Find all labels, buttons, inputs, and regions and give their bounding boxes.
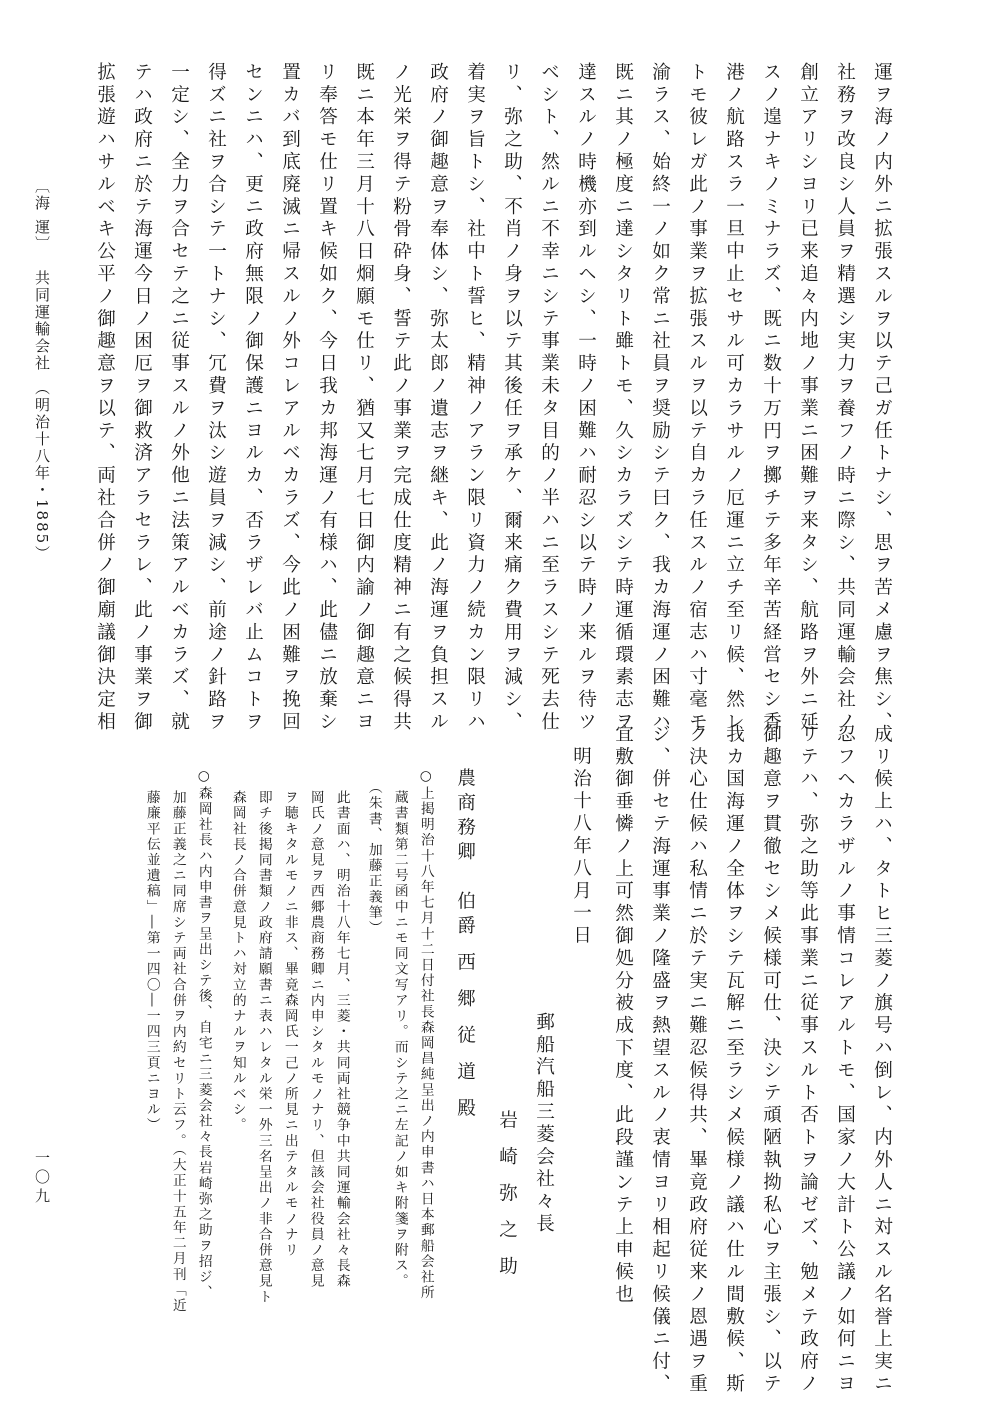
note-line: 森岡社長ノ合併意見トハ対立的ナルヲ知ルベシ。 [229,790,246,1134]
note-line: 加藤正義之ニ同席シテ両社合併ヲ内約セリト云フ。（大正十五年二月刊「近 [169,790,186,1314]
upper-line: リ奉答モ仕リ置キ候如ク、今日我カ邦海運ノ有様ハ、此儘ニ放棄シ [316,62,338,734]
upper-line: テハ政府ニ於テ海運今日ノ困厄ヲ御救済アラセラレ、此ノ事業ヲ御 [131,62,153,734]
upper-line: 得ズニ社ヲ合シテ一トナシ、冗費ヲ汰シ遊員ヲ減シ、前途ノ針路ヲ [205,62,227,734]
lower-line: リテハ、弥之助等此事業ニ従事スルト否トヲ論ゼズ、勉メテ政府ノ [797,724,819,1396]
lower-line: ク決心仕候ハ私情ニ於テ実ニ難忍候得共、畢竟政府従来ノ恩遇ヲ重 [686,724,708,1396]
upper-line: スノ遑ナキノミナラズ、既ニ数十万円ヲ擲チテ多年辛苦経営セシ香 [760,62,782,734]
section-label: 〔海 運〕 [33,178,51,253]
upper-line: センニハ、更ニ政府無限ノ御保護ニヨルカ、否ラザレバ止ムコトヲ [242,62,264,734]
upper-line: 着実ヲ旨トシ、社中ト誓ヒ、精神ノアラン限リ資力ノ続カン限リハ [464,62,486,734]
note-line: 即チ後掲同書類ノ政府請願書ニ表ハレタル栄一外三名呈出ノ非合併意見ト [255,790,272,1305]
upper-line: 社務ヲ改良シ人員ヲ精選シ実力ヲ養フノ時ニ際シ、共同運輸会社ノ [834,62,856,734]
note-line: 岡氏ノ意見ヲ西郷農商務卿ニ内申シタルモノナリ、但該会社役員ノ意見 [307,790,324,1290]
note-line: （朱書、加藤正義筆） [365,780,382,936]
upper-line: 渝ラス、始終一ノ如ク常ニ社員ヲ奨励シテ曰ク、我カ海運ノ困難ハ [649,62,671,734]
era-label: （明治十八年・1885） [33,380,51,563]
upper-line: リ、弥之助、不肖ノ身ヲ以テ其後任ヲ承ケ、爾来痛ク費用ヲ減シ、 [501,62,523,734]
upper-line: 拡張遊ハサルベキ公平ノ御趣意ヲ以テ、両社合併ノ御廟議御決定相 [94,62,116,734]
sender-organization: 郵船汽船三菱会社々長 [533,1012,555,1236]
company-name: 共同運輸会社 [33,270,51,372]
upper-line: トモ彼レガ此ノ事業ヲ拡張スルヲ以テ自カラ任スルノ宿志ハ寸毫モ [686,62,708,734]
upper-line: 達スルノ時機亦到ルヘシ、一時ノ困難ハ耐忍シ以テ時ノ来ルヲ待ツ [575,62,597,734]
sender-name: 岩 崎 弥 之 助 [496,1110,518,1281]
lower-line: 我カ国海運ノ全体ヲシテ瓦解ニ至ラシメ候様ノ議ハ仕ル間敷候、斯 [723,724,745,1396]
note-line: ヲ聴キタルモノニ非ス、畢竟森岡氏一己ノ所見ニ出テタルモノナリ [281,790,298,1258]
upper-line: 政府ノ御趣意ヲ奉体シ、弥太郎ノ遺志ヲ継キ、此ノ海運ヲ負担スル [427,62,449,734]
note-line: 蔵書類第二号函中ニモ同文写アリ。而シテ之ニ左記ノ如キ附箋ヲ附ス。 [391,790,408,1290]
lower-line: 成リ候上ハ、タトヒ三菱ノ旗号ハ倒レ、内外人ニ対スル名誉上実ニ [871,724,893,1396]
note-line: 此書面ハ、明治十八年七月、三菱・共同両社競争中共同運輸会社々長森 [333,790,350,1290]
note-line: ○森岡社長ハ内申書ヲ呈出シテ後、自宅ニ三菱会社々長岩崎弥之助ヲ招ジ、 [195,768,212,1301]
lower-line: 宜敷御垂憐ノ上可然御処分被成下度、此段謹ンテ上申候也 [612,724,634,1307]
upper-line: ベシト、然ルニ不幸ニシテ事業未タ目的ノ半ハニ至ラスシテ死去仕 [538,62,560,734]
letter-date: 明治十八年八月一日 [570,746,592,948]
recipient: 農商務卿 伯爵 西 郷 従 道 殿 [454,768,476,1123]
upper-line: 置カバ到底廃滅ニ帰スルノ外コレアルベカラズ、今此ノ困難ヲ挽回 [279,62,301,734]
upper-line: 一定シ、全力ヲ合セテ之ニ従事スルノ外他ニ法策アルベカラズ、就 [168,62,190,734]
upper-line: 運ヲ海ノ内外ニ拡張スルヲ以テ己ガ任トナシ、思ヲ苦メ慮ヲ焦シ、 [871,62,893,734]
upper-line: 既ニ其ノ極度ニ達シタリト雖トモ、久シカラズシテ時運循環素志ヲ [612,62,634,734]
lower-line: 忍フヘカラザルノ事情コレアルトモ、国家ノ大計ト公議ノ如何ニヨ [834,724,856,1396]
note-line: ○上掲明治十八年七月十二日付社長森岡昌純呈出ノ内申書ハ日本郵船会社所 [417,768,434,1301]
upper-line: 創立アリシヨリ已来追々内地ノ事業ニ困難ヲ来タシ、航路ヲ外ニ延 [797,62,819,734]
note-line: 藤廉平伝並遺稿」―第一四〇―一四三頁ニヨル） [143,790,160,1134]
upper-line: ノ光栄ヲ得テ粉骨砕身、誓テ此ノ事業ヲ完成仕度精神ニ有之候得共 [390,62,412,734]
upper-line: 港ノ航路スラ一旦中止セサル可カラサルノ厄運ニ立チ至リ候、然レ [723,62,745,734]
lower-line: ジ、併セテ海運事業ノ隆盛ヲ熱望スルノ衷情ヨリ相起リ候儀ニ付、 [649,724,671,1396]
upper-line: 既ニ本年三月十八日烱願モ仕リ、猶又七月七日御内諭ノ御趣意ニヨ [353,62,375,734]
lower-line: 御趣意ヲ貫徹セシメ候様可仕、決シテ頑陋執拗私心ヲ主張シ、以テ [760,724,782,1396]
page-number: 一〇九 [33,1150,51,1207]
